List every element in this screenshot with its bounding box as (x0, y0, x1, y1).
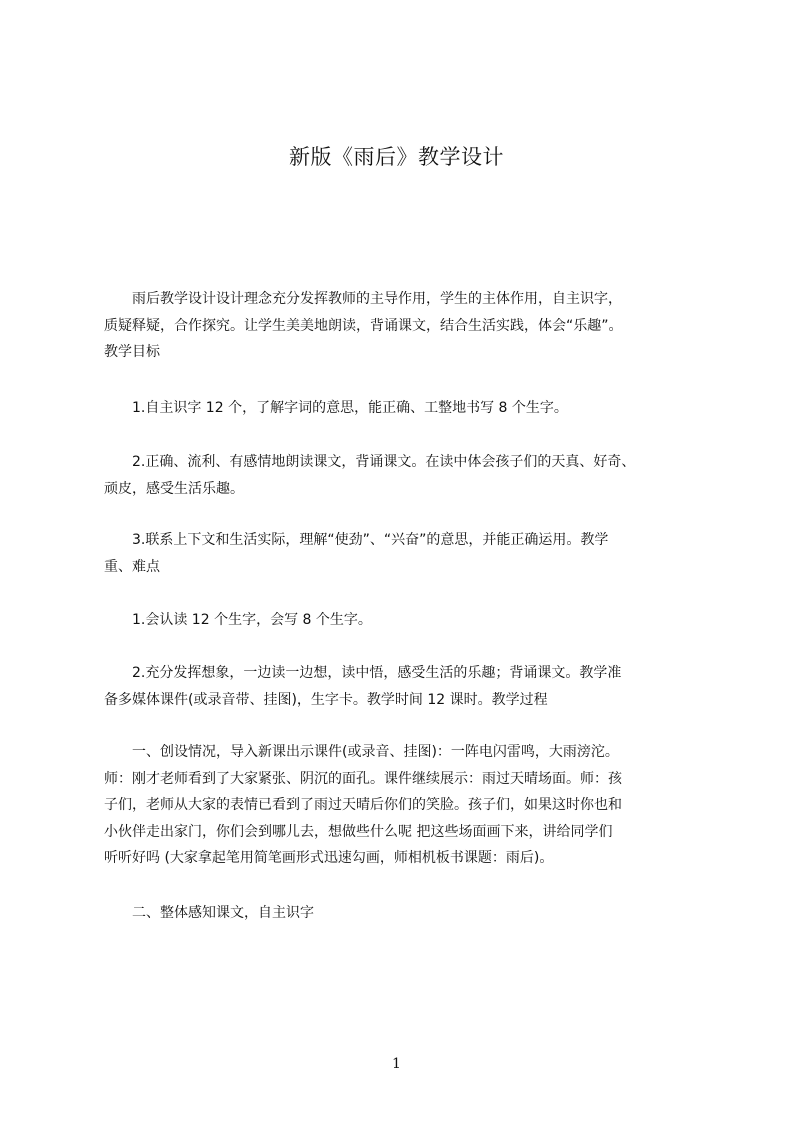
text-line: 质疑释疑，合作探究。让学生美美地朗读，背诵课文，结合生活实践，体会“乐趣”。 (104, 317, 623, 334)
text-line: 小伙伴走出家门，你们会到哪儿去，想做些什么呢 把这些场面画下来，讲给同学们 (104, 823, 613, 840)
document-title: 新版《雨后》教学设计 (289, 145, 504, 169)
text-line: 一、创设情况，导入新课出示课件(或录音、挂图)：一阵电闪雷鸣，大雨滂沱。 (104, 744, 619, 760)
paragraph-key-point-2 (104, 660, 699, 713)
paragraph-design-concept (104, 286, 699, 366)
paragraph-key-point-1 (104, 607, 699, 634)
text-line: 1.自主识字 12 个，了解字词的意思，能正确、工整地书写 8 个生字。 (104, 400, 568, 416)
text-line: 雨后教学设计设计理念充分发挥教师的主导作用，学生的主体作用，自主识字， (104, 291, 622, 307)
paragraph-process-2 (104, 900, 699, 927)
text-line: 1.会认读 12 个生字，会写 8 个生字。 (104, 612, 372, 628)
paragraph-goal-3 (104, 527, 699, 580)
text-line: 子们，老师从大家的表情已看到了雨过天晴后你们的笑脸。孩子们，如果这时你也和 (104, 797, 622, 813)
text-line: 听听好吗 (大家拿起笔用简笔画形式迅速勾画，师相机板书课题：雨后)。 (104, 850, 554, 866)
text-line: 教学目标 (104, 344, 160, 360)
text-line: 重、难点 (104, 558, 160, 575)
text-line: 备多媒体课件(或录音带、挂图)，生字卡。教学时间 12 课时。教学过程 (104, 691, 548, 708)
paragraph-goal-1 (104, 395, 699, 422)
text-line: 3.联系上下文和生活实际，理解“使劲”、“兴奋”的意思，并能正确运用。教学 (104, 532, 609, 548)
text-line: 师：刚才老师看到了大家紧张、阴沉的面孔。课件继续展示：雨过天晴场面。师：孩 (104, 770, 622, 787)
text-line: 二、整体感知课文，自主识字 (104, 905, 314, 921)
paragraph-goal-2 (104, 449, 699, 502)
paragraph-process-1 (104, 739, 699, 872)
text-line: 2.充分发挥想象，一边读一边想，读中悟，感受生活的乐趣；背诵课文。教学准 (104, 665, 622, 681)
text-line: 顽皮，感受生活乐趣。 (104, 480, 244, 497)
page-number: 1 (392, 1056, 401, 1072)
text-line: 2.正确、流利、有感情地朗读课文，背诵课文。在读中体会孩子们的天真、好奇、 (104, 454, 636, 470)
